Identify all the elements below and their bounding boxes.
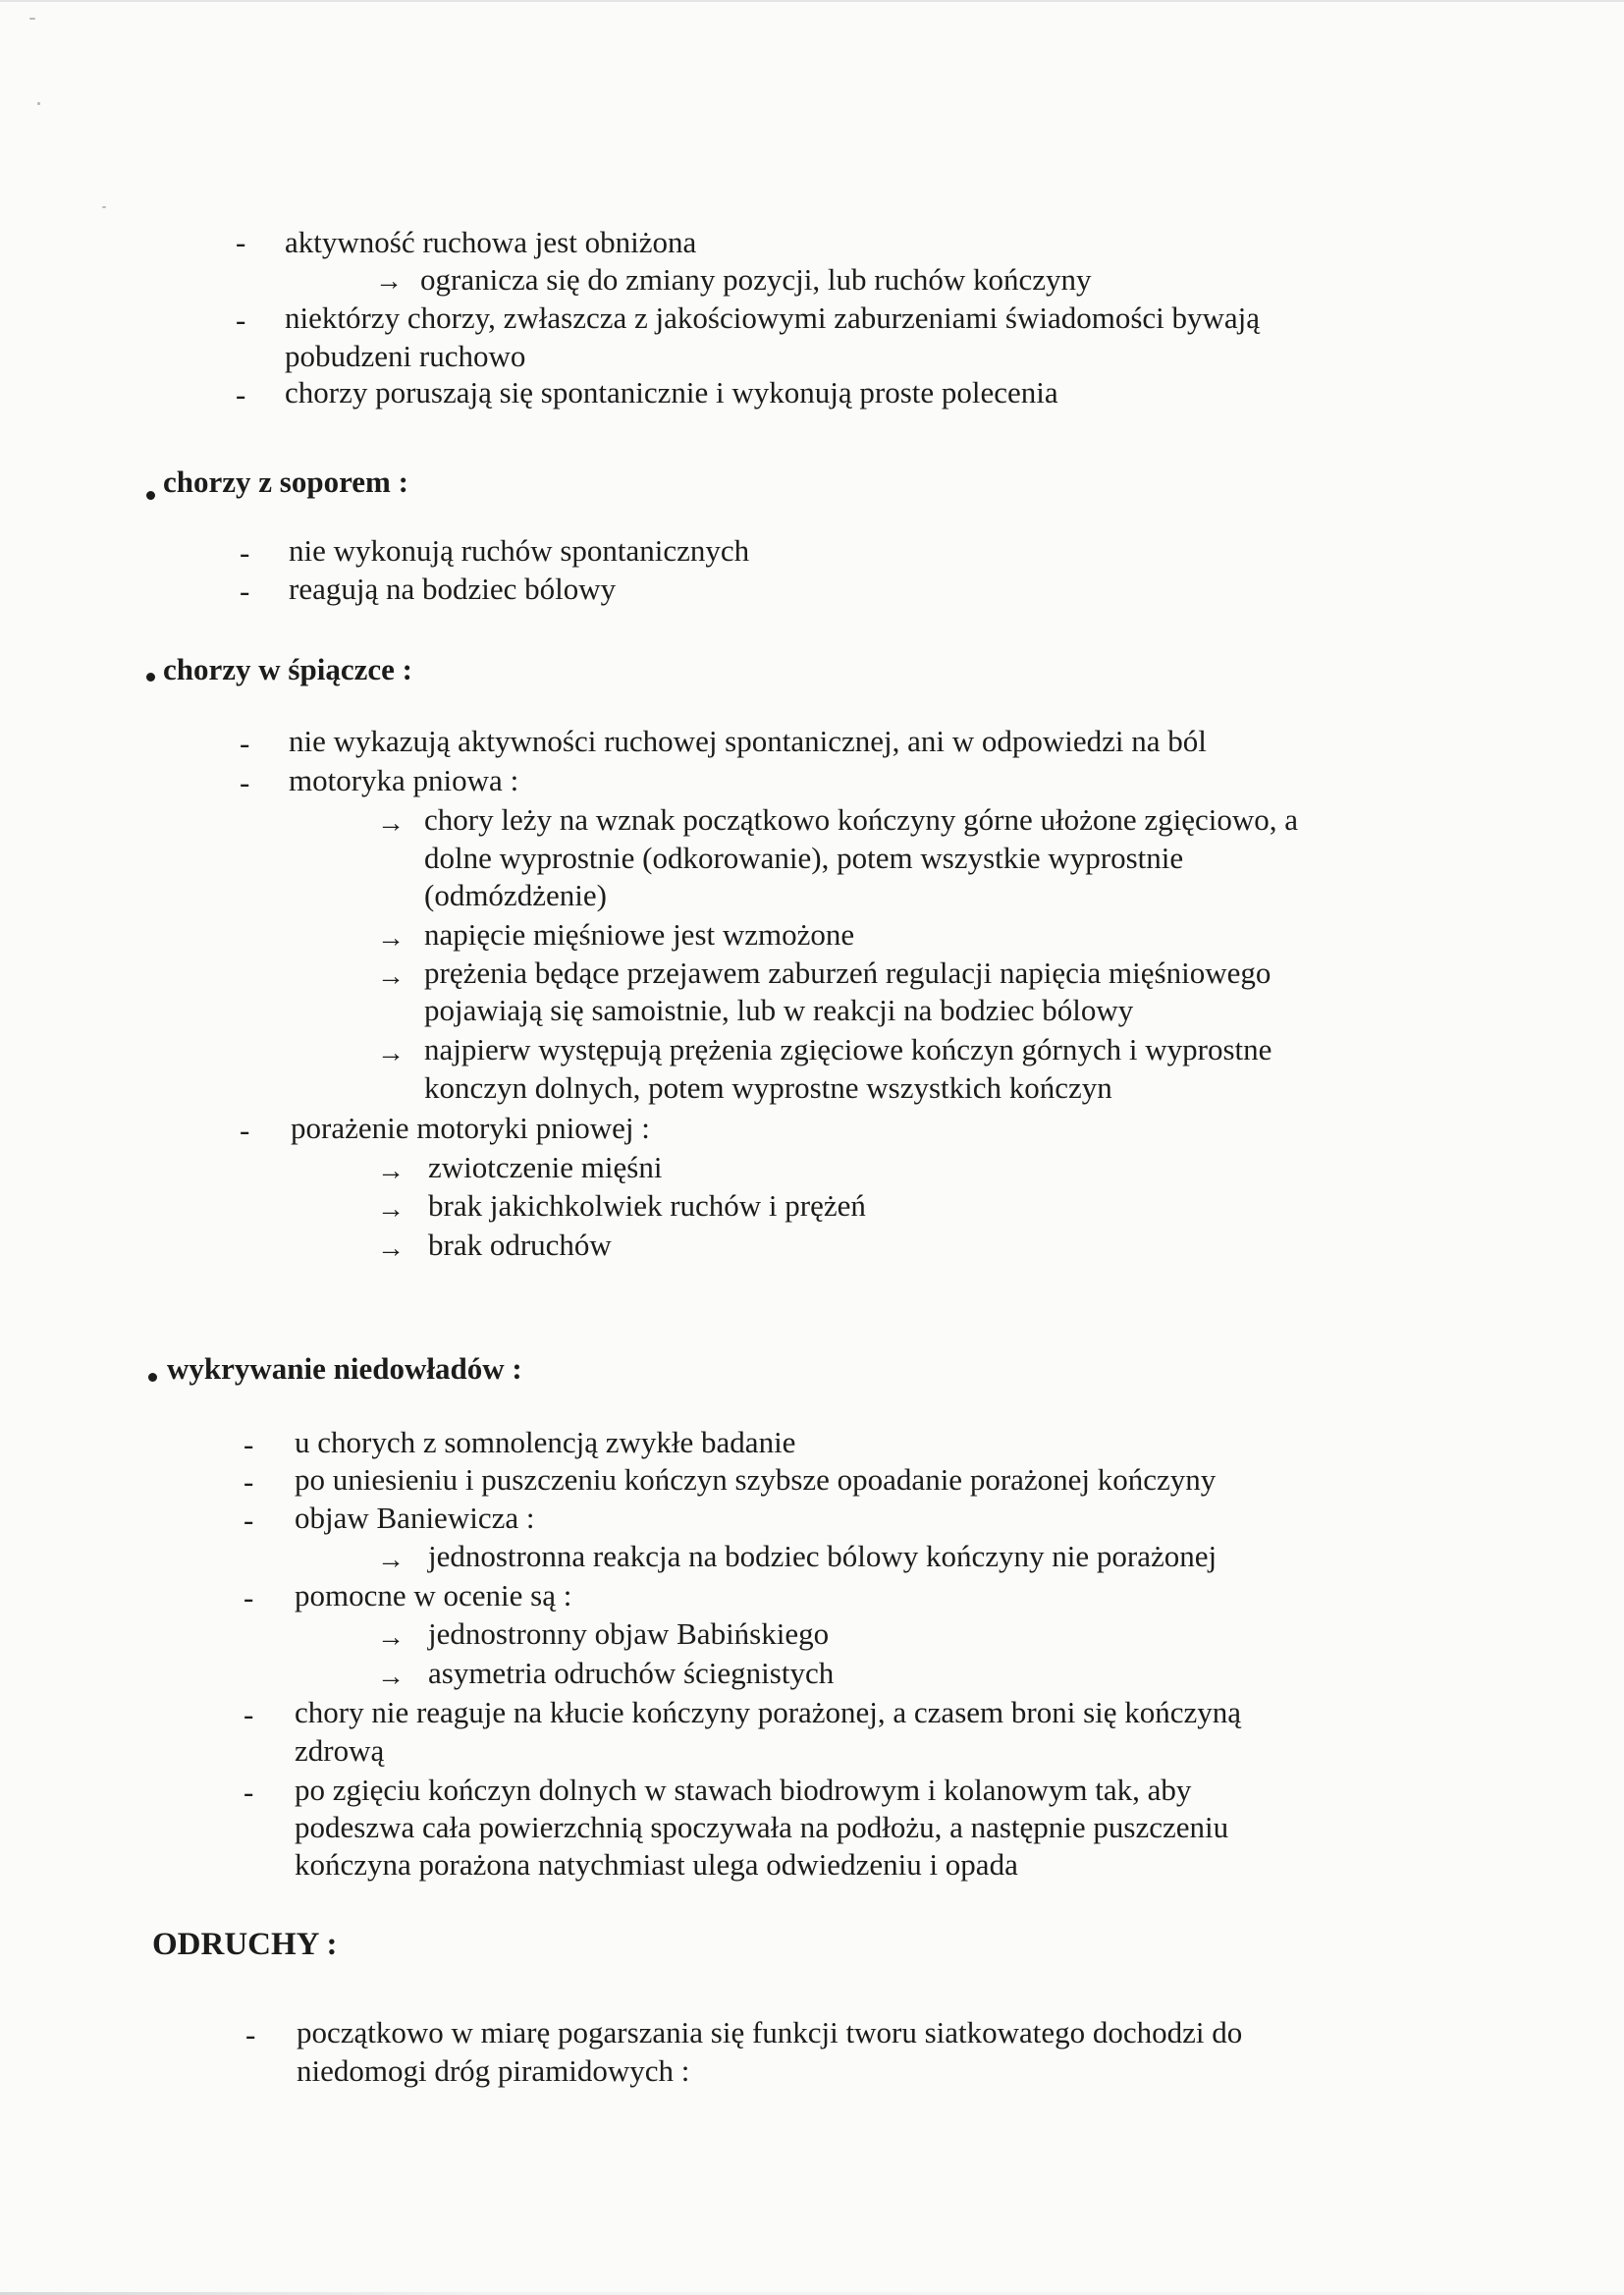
list-item: objaw Baniewicza : [295,1501,535,1535]
arrow-icon: → [377,1662,405,1692]
list-dash: - [240,726,250,760]
list-item: reagują na bodziec bólowy [289,572,617,606]
arrow-icon: → [377,961,405,992]
list-dash: - [244,1503,254,1537]
scan-speck [29,18,35,20]
list-item: motoryka pniowa : [289,763,519,797]
list-item: po zgięciu kończyn dolnych w stawach biodrowym i kolanowym tak, aby [295,1773,1192,1807]
list-item: początkowo w miarę pogarszania się funkcji tworu siatkowatego dochodzi do [297,2015,1243,2049]
sub-item-continuation: (odmózdżenie) [424,878,607,912]
list-dash: - [245,2017,256,2051]
list-dash: - [244,1697,254,1731]
list-dash: - [240,765,250,799]
list-item-continuation: kończyna porażona natychmiast ulega odwiedzeniu i opada [295,1847,1018,1882]
list-dash: - [240,574,250,608]
scan-speck [37,102,40,105]
list-item: nie wykazują aktywności ruchowej spontanicznej, ani w odpowiedzi na ból [289,724,1207,758]
list-item: aktywność ruchowa jest obniżona [285,225,697,259]
list-item: u chorych z somnolencją zwykłe badanie [295,1425,796,1459]
arrow-icon: → [377,1156,405,1186]
arrow-icon: → [377,1622,405,1653]
sub-item: zwiotczenie mięśni [428,1150,663,1184]
list-item-continuation: niedomogi dróg piramidowych : [297,2053,690,2088]
list-item: nie wykonują ruchów spontanicznych [289,533,750,568]
arrow-icon: → [377,1545,405,1575]
list-item: po uniesieniu i puszczeniu kończyn szybsze opoadanie porażonej kończyny [295,1462,1217,1497]
section-title: ODRUCHY : [152,1927,338,1962]
arrow-icon: → [377,808,405,839]
list-item: niektórzy chorzy, zwłaszcza z jakościowymi zaburzeniami świadomości bywają [285,301,1261,335]
sub-item: jednostronny objaw Babińskiego [428,1616,830,1651]
arrow-icon: → [377,1233,405,1264]
list-dash: - [244,1427,254,1461]
arrow-icon: → [377,1038,405,1068]
list-dash: - [236,302,246,337]
section-heading: chorzy w śpiączce : [163,652,412,686]
sub-item-continuation: dolne wyprostnie (odkorowanie), potem wszystkie wyprostnie [424,841,1184,875]
sub-item-continuation: pojawiają się samoistnie, lub w reakcji na bodziec bólowy [424,993,1134,1027]
list-dash: - [244,1464,254,1499]
sub-item-continuation: konczyn dolnych, potem wyprostne wszystkich kończyn [424,1070,1112,1105]
list-dash: - [236,377,246,411]
sub-item: brak jakichkolwiek ruchów i prężeń [428,1188,866,1223]
sub-item: najpierw występują prężenia zgięciowe kończyn górnych i wyprostne [424,1032,1272,1066]
list-dash: - [244,1775,254,1809]
list-dash: - [240,1113,250,1147]
list-item-continuation: podeszwa cała powierzchnią spoczywała na podłożu, a następnie puszczeniu [295,1810,1229,1844]
list-item-continuation: pobudzeni ruchowo [285,339,526,373]
arrow-icon: → [375,266,403,297]
bullet-icon [148,1373,157,1382]
list-item: pomocne w ocenie są : [295,1578,572,1612]
list-item: porażenie motoryki pniowej : [291,1111,650,1145]
section-heading: wykrywanie niedowładów : [167,1351,522,1386]
sub-item: chory leży na wznak początkowo kończyny górne ułożone zgięciowo, a [424,802,1299,837]
section-heading: chorzy z soporem : [163,464,408,499]
sub-item: prężenia będące przejawem zaburzeń regulacji napięcia mięśniowego [424,956,1272,990]
list-dash: - [236,225,246,259]
bullet-icon [146,491,155,500]
list-item: chorzy poruszają się spontanicznie i wykonują proste polecenia [285,375,1058,410]
scan-speck [102,206,106,208]
scan-edge-top [0,0,1624,2]
list-dash: - [244,1580,254,1614]
list-item-continuation: zdrową [295,1733,385,1768]
arrow-icon: → [377,1194,405,1225]
bullet-icon [146,673,155,682]
arrow-icon: → [377,923,405,954]
sub-item: jednostronna reakcja na bodziec bólowy kończyny nie porażonej [428,1539,1218,1573]
sub-item: asymetria odruchów ściegnistych [428,1656,835,1690]
list-item: chory nie reaguje na kłucie kończyny porażonej, a czasem broni się kończyną [295,1695,1242,1729]
sub-item: napięcie mięśniowe jest wzmożone [424,917,855,952]
sub-item: ogranicza się do zmiany pozycji, lub ruchów kończyny [420,262,1092,297]
sub-item: brak odruchów [428,1228,612,1262]
list-dash: - [240,535,250,570]
